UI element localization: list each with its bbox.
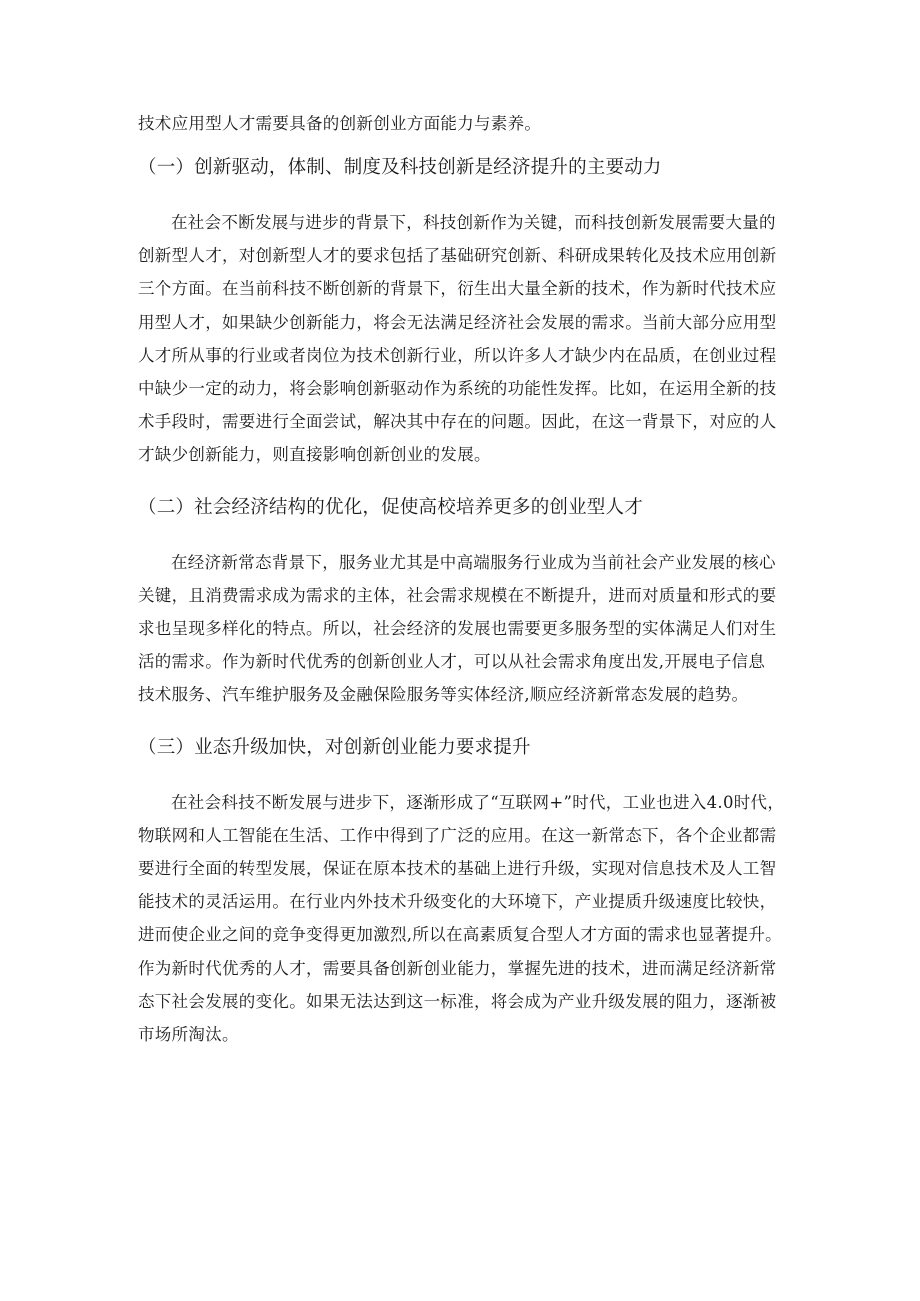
section-heading-3: （三）业态升级加快，对创新创业能力要求提升 bbox=[138, 736, 531, 758]
section-paragraph-3 bbox=[138, 786, 788, 1052]
paragraph-line: 中缺少一定的动力，将会影响创新驱动作为系统的功能性发挥。比如，在运用全新的技 bbox=[138, 379, 777, 399]
paragraph-line: 物联网和人工智能在生活、工作中得到了广泛的应用。在这一新常态下，各个企业都需 bbox=[138, 825, 777, 845]
paragraph-line: 用型人才，如果缺少创新能力，将会无法满足经济社会发展的需求。当前大部分应用型 bbox=[138, 312, 777, 332]
paragraph-line: 在社会不断发展与进步的背景下，科技创新作为关键，而科技创新发展需要大量的 bbox=[171, 213, 776, 232]
paragraph-line: 人才所从事的行业或者岗位为技术创新行业，所以许多人才缺少内在品质，在创业过程 bbox=[138, 345, 777, 365]
section-paragraph-1 bbox=[138, 206, 788, 472]
intro-line: 技术应用型人才需要具备的创新创业方面能力与素养。 bbox=[138, 114, 542, 133]
paragraph-line: 技术服务、汽车维护服务及金融保险服务等实体经济,顺应经济新常态发展的趋势。 bbox=[138, 685, 749, 705]
section-heading-1: （一）创新驱动，体制、制度及科技创新是经济提升的主要动力 bbox=[138, 157, 662, 178]
paragraph-line: 进而使企业之间的竞争变得更加激烈,所以在高素质复合型人才方面的需求也显著提升。 bbox=[138, 925, 782, 945]
paragraph-line: 在经济新常态背景下，服务业尤其是中高端服务行业成为当前社会产业发展的核心 bbox=[171, 552, 776, 572]
paragraph-line: 在社会科技不断发展与进步下，逐渐形成了“互联网+”时代，工业也进入4.0时代， bbox=[171, 792, 785, 812]
section-heading-2: （二）社会经济结构的优化，促使高校培养更多的创业型人才 bbox=[138, 496, 643, 518]
paragraph-line: 术手段时，需要进行全面尝试，解决其中存在的问题。因此，在这一背景下，对应的人 bbox=[138, 412, 777, 432]
paragraph-line: 要进行全面的转型发展，保证在原本技术的基础上进行升级，实现对信息技术及人工智 bbox=[138, 859, 777, 879]
paragraph-line: 能技术的灵活运用。在行业内外技术升级变化的大环境下，产业提质升级速度比较快， bbox=[138, 892, 777, 912]
paragraph-line: 创新型人才，对创新型人才的要求包括了基础研究创新、科研成果转化及技术应用创新 bbox=[138, 246, 777, 266]
paragraph-line: 活的需求。作为新时代优秀的创新创业人才，可以从社会需求角度出发,开展电子信息 bbox=[138, 652, 766, 672]
paragraph-line: 才缺少创新能力，则直接影响创新创业的发展。 bbox=[138, 445, 491, 465]
paragraph-line: 关键，且消费需求成为需求的主体，社会需求规模在不断提升，进而对质量和形式的要 bbox=[138, 585, 777, 605]
paragraph-line: 三个方面。在当前科技不断创新的背景下，衍生出大量全新的技术，作为新时代技术应 bbox=[138, 279, 777, 299]
document-page bbox=[138, 108, 788, 1069]
section-paragraph-2 bbox=[138, 546, 788, 712]
paragraph-line: 作为新时代优秀的人才，需要具备创新创业能力，掌握先进的技术，进而满足经济新常 bbox=[138, 958, 777, 978]
paragraph-line: 市场所淘汰。 bbox=[138, 1025, 239, 1045]
paragraph-line: 态下社会发展的变化。如果无法达到这一标准，将会成为产业升级发展的阻力，逐渐被 bbox=[138, 991, 777, 1011]
paragraph-line: 求也呈现多样化的特点。所以，社会经济的发展也需要更多服务型的实体满足人们对生 bbox=[138, 619, 777, 639]
